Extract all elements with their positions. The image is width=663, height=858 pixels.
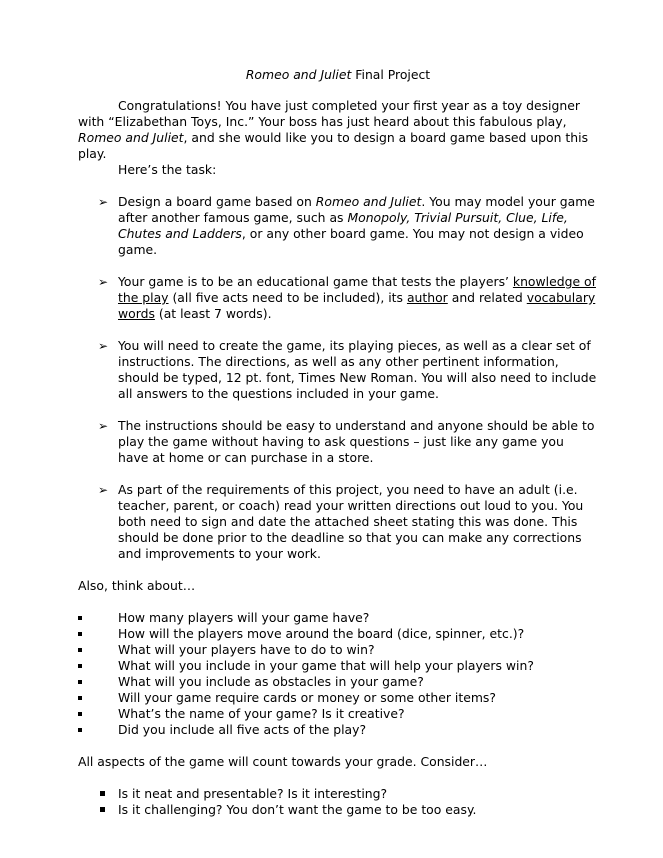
task-item xyxy=(78,482,598,562)
intro-text-b: , and she would like you to design a board game based upon this play. xyxy=(78,130,589,161)
list-item xyxy=(78,802,598,818)
task-text: and related xyxy=(447,290,527,305)
square-bullet-icon xyxy=(78,696,82,700)
task-text: You will need to create the game, its playing pieces, as well as a clear set of instructions. The directions, as well as any other pertinent information, should be typed, 12 pt. font, Times New Roman. You will also need to include all answers to the questions included in your game. xyxy=(118,338,597,401)
intro-text-a: Congratulations! You have just completed your first year as a toy designer with “Elizabethan Toys, Inc.” Your boss has just heard about this fabulous play, xyxy=(78,98,580,129)
square-bullet-icon xyxy=(78,728,82,732)
task-italic: Romeo and Juliet xyxy=(315,194,422,209)
square-bullet-icon xyxy=(78,632,82,636)
square-bullet-icon xyxy=(100,791,105,796)
question-text: What will you include in your game that will help your players win? xyxy=(118,658,534,673)
question-list xyxy=(78,610,598,738)
square-bullet-icon xyxy=(78,680,82,684)
square-bullet-icon xyxy=(100,807,105,812)
arrow-bullet-icon: ➢ xyxy=(98,195,109,209)
question-text: Will your game require cards or money or some other items? xyxy=(118,690,496,705)
also-heading: Also, think about… xyxy=(78,578,196,593)
list-item xyxy=(78,706,598,722)
question-text: What will you include as obstacles in your game? xyxy=(118,674,424,689)
title-italic: Romeo and Juliet xyxy=(245,67,352,82)
task-text: , or any other board game. You may not design a video game. xyxy=(118,226,584,257)
task-text: Your game is to be an educational game that tests the players’ xyxy=(118,274,513,289)
list-item xyxy=(78,642,598,658)
question-text: What will your players have to do to win? xyxy=(118,642,375,657)
title-rest: Final Project xyxy=(351,67,431,82)
square-bullet-icon xyxy=(78,648,82,652)
question-text: Did you include all five acts of the play? xyxy=(118,722,367,737)
task-text: As part of the requirements of this project, you need to have an adult (i.e. teacher, parent, or coach) read your written directions out loud to you. You both need to sign and date the attached sheet stating this was done. This should be done prior to the deadline so that you can make any corrections and improvements to your work. xyxy=(118,482,584,561)
arrow-bullet-icon: ➢ xyxy=(98,419,109,433)
task-text: Design a board game based on xyxy=(118,194,316,209)
task-list xyxy=(78,194,598,562)
question-text: How many players will your game have? xyxy=(118,610,370,625)
task-lead: Here’s the task: xyxy=(118,162,217,177)
task-underlined: vocabulary words xyxy=(118,290,596,321)
consider-heading: All aspects of the game will count towards your grade. Consider… xyxy=(78,754,488,769)
arrow-bullet-icon: ➢ xyxy=(98,275,109,289)
question-text: How will the players move around the board (dice, spinner, etc.)? xyxy=(118,626,525,641)
task-text: (all five acts need to be included), its xyxy=(168,290,407,305)
page-title xyxy=(78,67,598,83)
square-bullet-icon xyxy=(78,712,82,716)
task-text: (at least 7 words). xyxy=(154,306,272,321)
consider-text: Is it neat and presentable? Is it interesting? xyxy=(118,786,388,801)
list-item xyxy=(78,626,598,642)
task-text: The instructions should be easy to understand and anyone should be able to play the game without having to ask questions – just like any game you have at home or can purchase in a store. xyxy=(118,418,595,465)
task-text: . You may model your game after another famous game, such as xyxy=(118,194,595,225)
consider-list xyxy=(78,786,598,818)
arrow-bullet-icon: ➢ xyxy=(98,483,109,497)
task-item xyxy=(78,338,598,402)
consider-text: Is it challenging? You don’t want the game to be too easy. xyxy=(118,802,477,817)
document-page xyxy=(78,67,598,818)
square-bullet-icon xyxy=(78,664,82,668)
list-item xyxy=(78,674,598,690)
list-item xyxy=(78,610,598,626)
arrow-bullet-icon: ➢ xyxy=(98,339,109,353)
task-item xyxy=(78,274,598,322)
task-underlined: author xyxy=(406,290,448,305)
list-item xyxy=(78,658,598,674)
intro-italic: Romeo and Juliet xyxy=(78,130,184,145)
square-bullet-icon xyxy=(78,616,82,620)
intro-paragraph xyxy=(78,98,598,162)
list-item xyxy=(78,690,598,706)
list-item xyxy=(78,722,598,738)
task-item xyxy=(78,194,598,258)
task-item xyxy=(78,418,598,466)
task-underlined: knowledge of the play xyxy=(118,274,596,305)
question-text: What’s the name of your game? Is it creative? xyxy=(118,706,405,721)
task-italic: Monopoly, Trivial Pursuit, Clue, Life, Chutes and Ladders xyxy=(118,210,568,241)
list-item xyxy=(78,786,598,802)
